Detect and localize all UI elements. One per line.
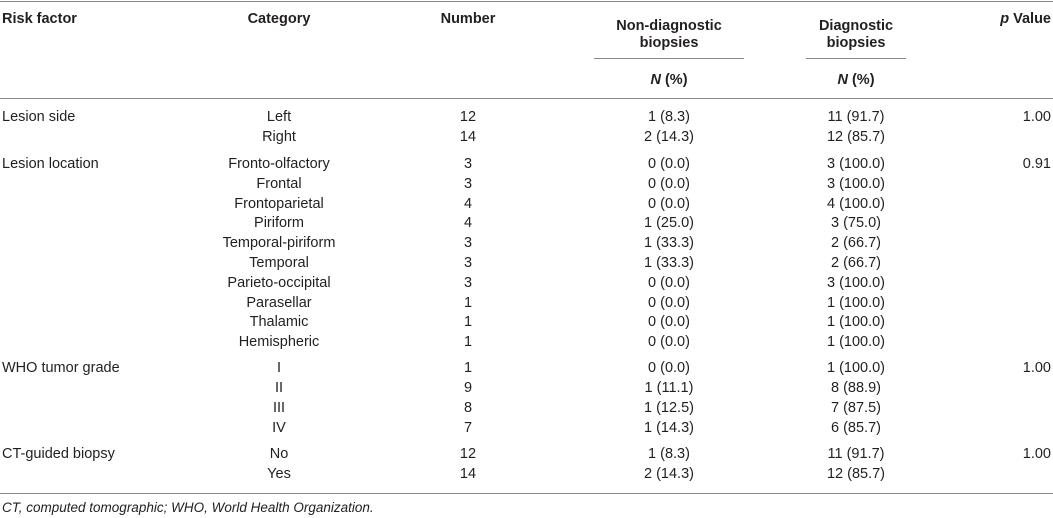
non-diagnostic-cell: 1 (8.3): [648, 109, 690, 125]
number-cell: 1: [463, 314, 473, 330]
number-cell: 14: [459, 129, 477, 145]
number-cell: 3: [463, 235, 473, 251]
n-pct-rest: (%): [660, 72, 688, 88]
risk-factor-label: CT-guided biopsy: [2, 446, 115, 462]
diagnostic-cell: 1 (100.0): [826, 334, 886, 350]
diagnostic-cell: 1 (100.0): [826, 295, 886, 311]
non-diagnostic-cell: 1 (12.5): [644, 400, 694, 416]
header-p-value: [1000, 11, 1051, 28]
number-cell: 4: [463, 196, 473, 212]
number-cell: 1: [463, 295, 473, 311]
diagnostic-cell: 11 (91.7): [827, 446, 885, 462]
non-diagnostic-cell: 0 (0.0): [648, 360, 690, 376]
category-cell: Left: [266, 109, 292, 125]
diagnostic-cell: 6 (85.7): [831, 420, 881, 436]
header-diagnostic-n-pct: [837, 72, 874, 89]
category-cell: Frontal: [256, 176, 302, 192]
category-cell: III: [272, 400, 286, 416]
number-cell: 12: [459, 446, 477, 462]
p-italic: p: [1000, 11, 1010, 27]
header-diagnostic-line2: biopsies: [826, 35, 886, 51]
number-cell: 1: [463, 360, 473, 376]
diagnostic-cell: 1 (100.0): [826, 360, 886, 376]
risk-factor-label: WHO tumor grade: [2, 360, 120, 376]
diagnostic-cell: 8 (88.9): [831, 380, 881, 396]
category-cell: IV: [272, 420, 286, 436]
diagnostic-cell: 11 (91.7): [827, 109, 885, 125]
category-cell: Temporal-piriform: [222, 235, 336, 251]
non-diagnostic-cell: 0 (0.0): [648, 275, 690, 291]
diagnostic-cell: 3 (75.0): [831, 215, 881, 231]
non-diagnostic-cell: 0 (0.0): [648, 295, 690, 311]
non-diagnostic-cell: 1 (11.1): [644, 380, 694, 396]
diagnostic-cell: 2 (66.7): [831, 255, 881, 271]
category-cell: Yes: [267, 466, 291, 482]
diagnostic-cell: 4 (100.0): [826, 196, 886, 212]
number-cell: 9: [463, 380, 473, 396]
number-cell: 3: [463, 156, 473, 172]
n-italic: N: [837, 72, 848, 88]
category-cell: Frontoparietal: [234, 196, 324, 212]
n-italic: N: [650, 72, 661, 88]
non-diagnostic-cell: 2 (14.3): [644, 129, 694, 145]
non-diagnostic-cell: 1 (33.3): [644, 235, 694, 251]
category-cell: Right: [262, 129, 296, 145]
footnote: CT, computed tomographic; WHO, World Health Organization.: [2, 500, 374, 515]
p-value: 1.00: [1022, 109, 1051, 125]
category-cell: Temporal: [249, 255, 309, 271]
category-cell: II: [274, 380, 284, 396]
header-non-diagnostic-n-pct: [650, 72, 687, 89]
number-cell: 1: [463, 334, 473, 350]
diagnostic-cell: 3 (100.0): [826, 176, 886, 192]
header-diagnostic-line1: Diagnostic: [818, 18, 894, 34]
header-category: Category: [247, 11, 311, 27]
category-cell: Parieto-occipital: [227, 275, 331, 291]
diagnostic-cell: 2 (66.7): [831, 235, 881, 251]
non-diagnostic-cell: 1 (8.3): [648, 446, 690, 462]
number-cell: 7: [463, 420, 473, 436]
non-diagnostic-cell: 0 (0.0): [648, 156, 690, 172]
number-cell: 3: [463, 275, 473, 291]
non-diagnostic-cell: 1 (14.3): [644, 420, 694, 436]
number-cell: 3: [463, 255, 473, 271]
number-cell: 14: [459, 466, 477, 482]
category-cell: Piriform: [254, 215, 304, 231]
header-non-diagnostic-line1: Non-diagnostic: [616, 18, 722, 34]
diagnostic-cell: 12 (85.7): [826, 129, 886, 145]
header-non-diagnostic-line2: biopsies: [639, 35, 699, 51]
non-diagnostic-cell: 1 (33.3): [644, 255, 694, 271]
non-diagnostic-cell: 0 (0.0): [648, 196, 690, 212]
number-cell: 12: [459, 109, 477, 125]
number-cell: 8: [463, 400, 473, 416]
header-bottom-rule: [0, 98, 1053, 99]
category-cell: Thalamic: [249, 314, 309, 330]
diagnostic-cell: 3 (100.0): [826, 275, 886, 291]
non-diagnostic-cell: 2 (14.3): [644, 466, 694, 482]
category-cell: I: [276, 360, 282, 376]
non-diagnostic-cell: 0 (0.0): [648, 176, 690, 192]
risk-factor-label: Lesion location: [2, 156, 99, 172]
n-pct-rest: (%): [847, 72, 875, 88]
non-diagnostic-subrule: [594, 58, 744, 59]
diagnostic-cell: 12 (85.7): [826, 466, 886, 482]
p-value: 0.91: [1022, 156, 1051, 172]
p-value: 1.00: [1022, 360, 1051, 376]
risk-factor-label: Lesion side: [2, 109, 76, 125]
category-cell: Parasellar: [246, 295, 312, 311]
non-diagnostic-cell: 0 (0.0): [648, 314, 690, 330]
category-cell: No: [269, 446, 289, 462]
diagnostic-cell: 7 (87.5): [831, 400, 881, 416]
non-diagnostic-cell: 0 (0.0): [648, 334, 690, 350]
non-diagnostic-cell: 1 (25.0): [644, 215, 694, 231]
table-bottom-rule: [0, 493, 1053, 494]
number-cell: 4: [463, 215, 473, 231]
header-number: Number: [440, 11, 496, 27]
diagnostic-subrule: [806, 58, 906, 59]
header-risk-factor: Risk factor: [2, 11, 77, 27]
diagnostic-cell: 1 (100.0): [826, 314, 886, 330]
category-cell: Hemispheric: [238, 334, 320, 350]
number-cell: 3: [463, 176, 473, 192]
p-value-rest: Value: [1009, 11, 1051, 27]
top-rule: [0, 1, 1053, 2]
p-value: 1.00: [1022, 446, 1051, 462]
diagnostic-cell: 3 (100.0): [826, 156, 886, 172]
category-cell: Fronto-olfactory: [228, 156, 330, 172]
